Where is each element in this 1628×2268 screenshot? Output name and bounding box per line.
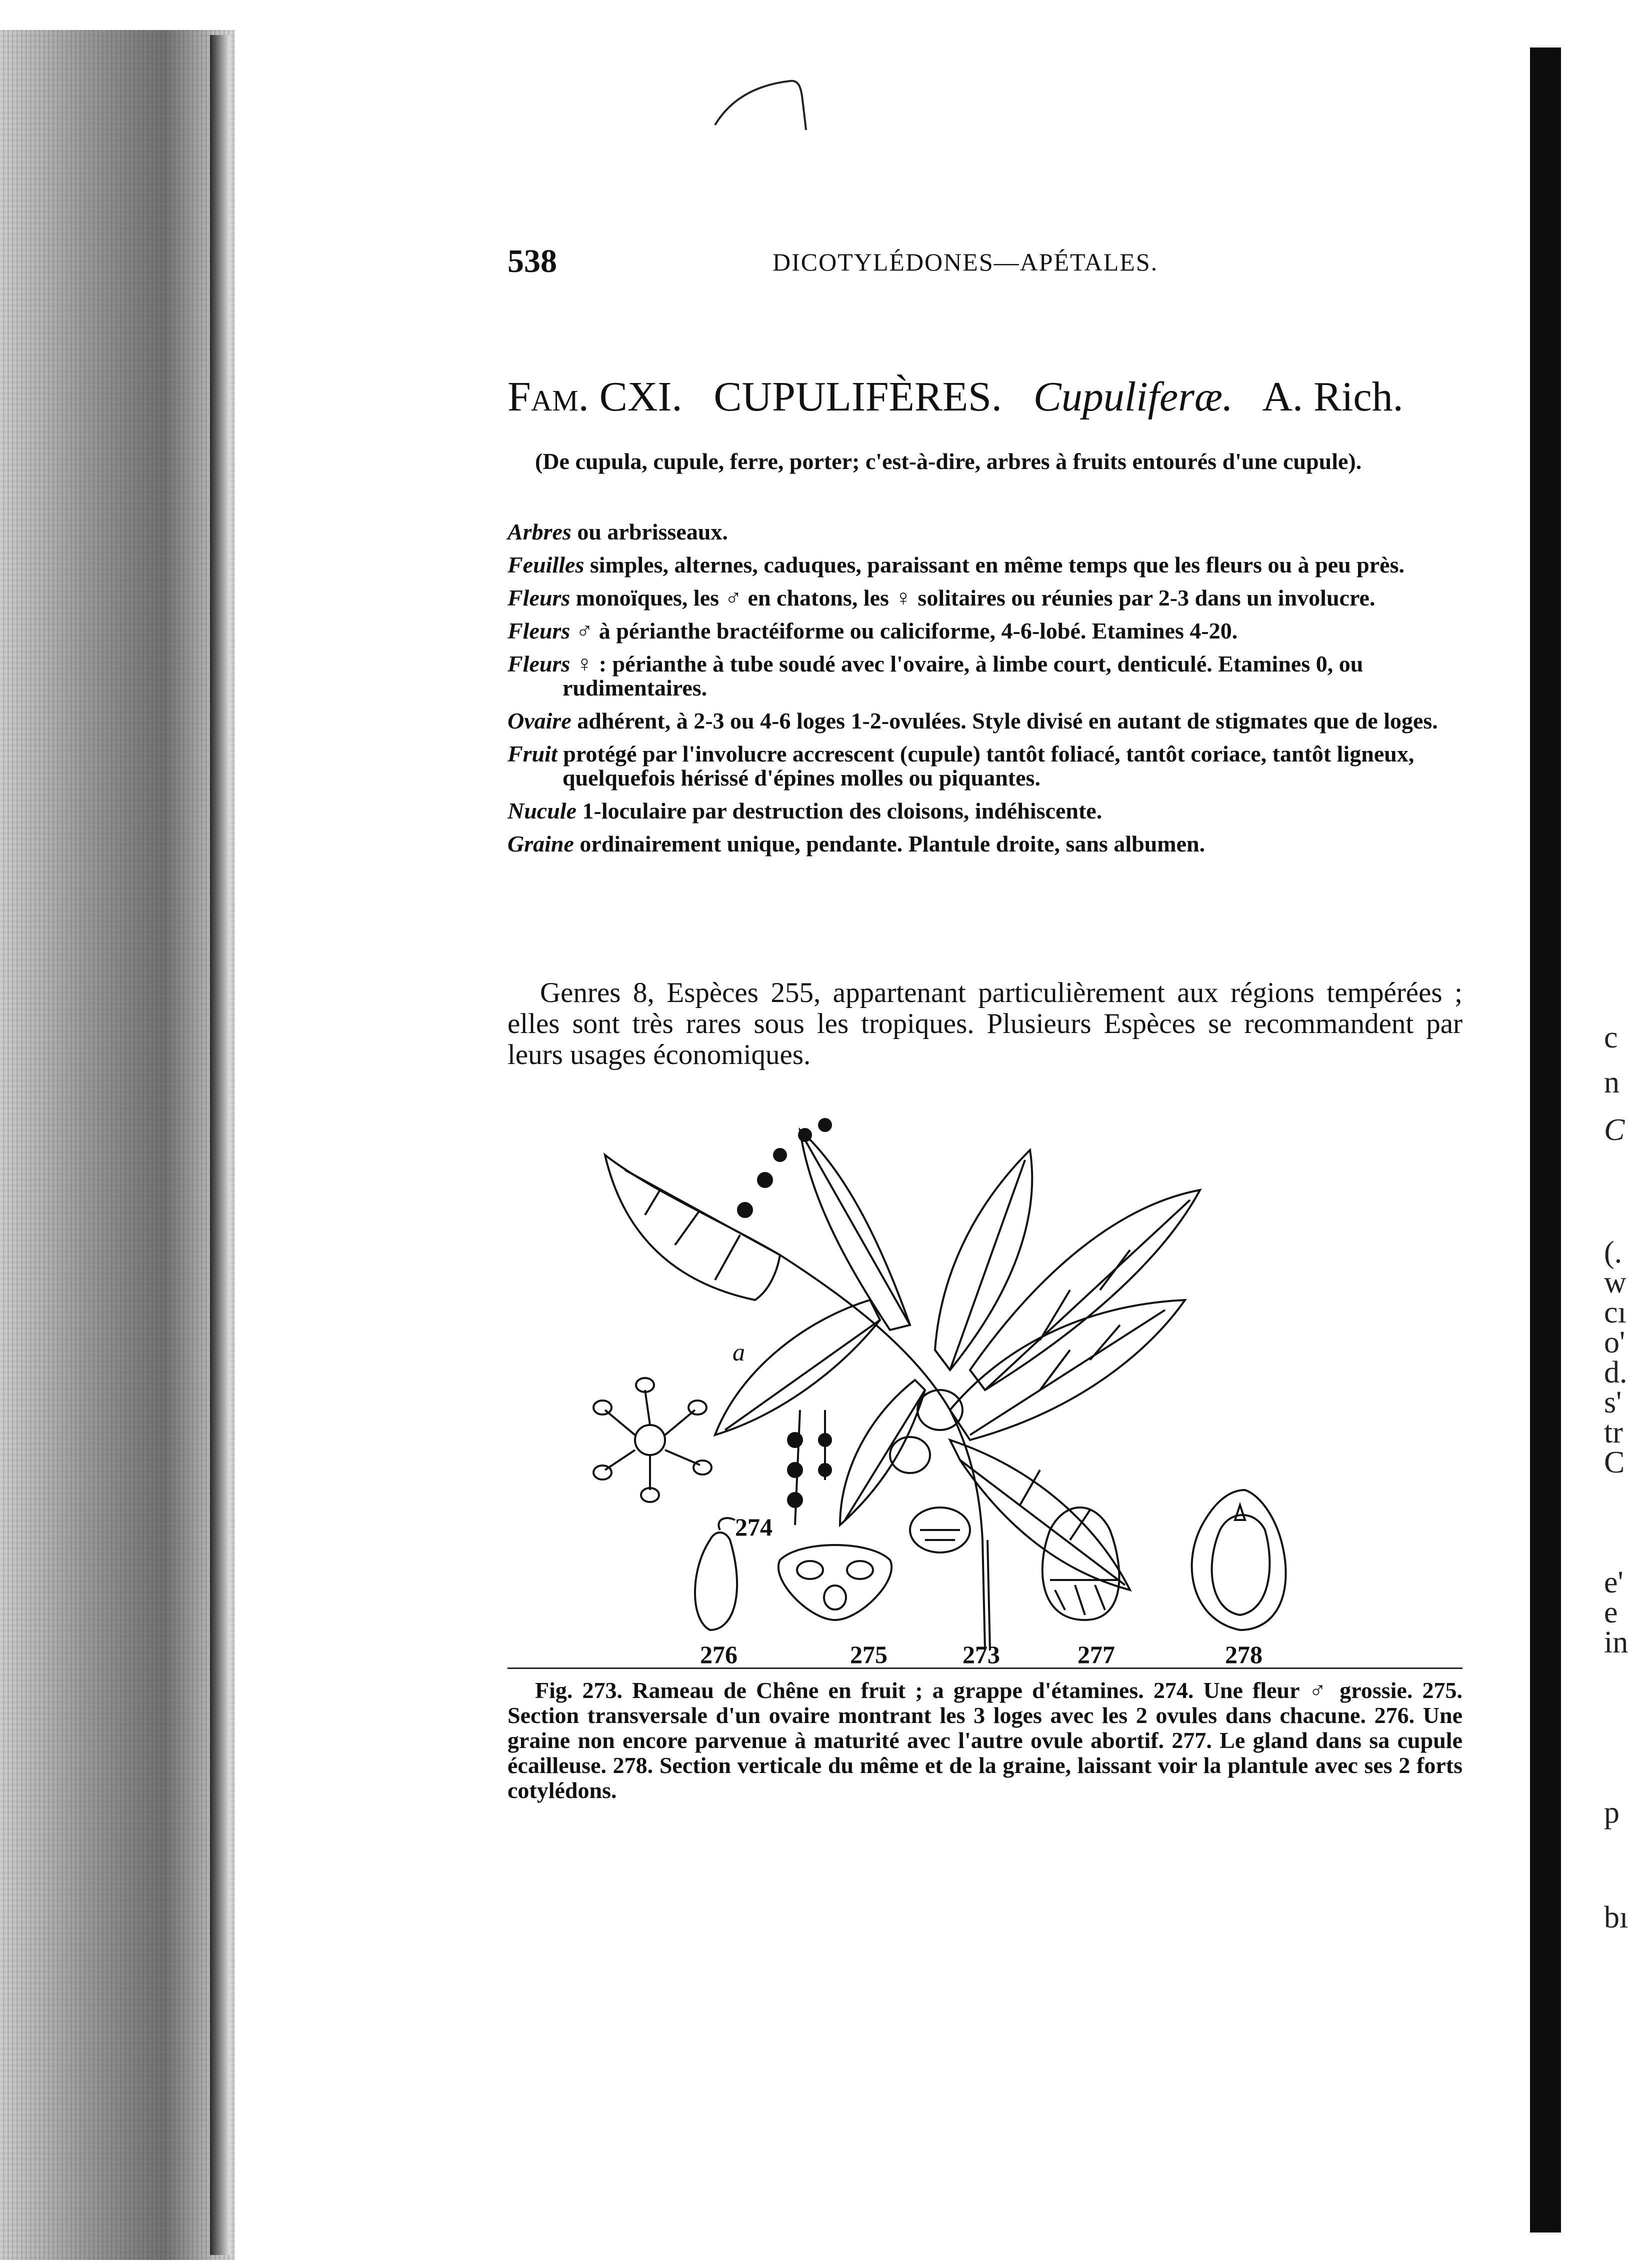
figure-caption: Fig. 273. Rameau de Chêne en fruit ; a grappe d'étamines. 274. Une fleur ♂ grossie. 275. Section transversale d'un ovaire montrant les 3 loges avec les 2 ovules dans chacune. 276. Une graine non encore parvenue à maturité avec l'autre ovule abortif. 277. Le gland dans sa cupule écailleuse. 278. Section verticale du même et de la graine, laissant voir la plantule avec ses 2 forts cotylédons. [508,1668,1462,1803]
character-item [508,586,1462,610]
character-text: ou arbrisseaux. [577,519,728,544]
fragment: C [1604,1113,1625,1147]
character-text: : périanthe à tube soudé avec l'ovaire, à limbe court, denticulé. Etamines 0, ou rudimentaires. [562,651,1364,700]
fragment: bı [1604,1900,1628,1934]
character-item [508,832,1462,856]
figure-label-278: 278 [1225,1640,1262,1668]
fragment: e' [1604,1566,1624,1600]
character-text: à périanthe bractéiforme ou caliciforme, 4-6-lobé. Etamines 4-20. [598,618,1238,644]
figure-label-a: a [732,1338,745,1366]
family-title [508,372,1478,421]
character-item [508,652,1462,700]
character-term: Nucule [508,798,576,824]
character-item [508,709,1462,733]
page-header [508,242,1478,282]
etymology: (De cupula, cupule, ferre, porter; c'est-à-dire, arbres à fruits entourés d'une cupule). [535,448,1362,474]
pencil-scribble [710,70,830,135]
figure-label-276: 276 [700,1640,738,1668]
character-text: monoïques, les ♂ en chatons, les ♀ solitaires ou réunies par 2-3 dans un involucre. [576,585,1376,610]
family-author: A. Rich. [1262,374,1404,420]
characters-list [508,520,1462,865]
binding-gutter [1530,48,1561,2232]
character-term: Graine [508,831,574,856]
oak-branch-illustration [590,1090,1490,1660]
character-text: simples, alternes, caduques, paraissant en même temps que les fleurs ou à peu près. [590,552,1405,578]
fragment: C [1604,1446,1625,1480]
character-item [508,520,1462,544]
figure-label-275: 275 [850,1640,888,1668]
character-text: adhérent, à 2-3 ou 4-6 loges 1-2-ovulées. Style divisé en autant de stigmates que de loges. [577,708,1438,734]
character-text: 1-loculaire par destruction des cloisons, indéhiscente. [582,798,1102,824]
figure-label-273: 273 [962,1640,1000,1668]
fragment: s' [1604,1386,1622,1420]
character-item [508,619,1462,643]
oak-branch-figure [590,1090,1490,1705]
character-term: Arbres [508,519,572,544]
character-term: Fleurs [508,585,570,610]
scan-page-edge [210,35,230,2255]
character-item [508,553,1462,577]
fragment: cı [1604,1296,1626,1330]
genres-paragraph: Genres 8, Espèces 255, appartenant particulièrement aux régions tempérées ; elles sont très rares sous les tropiques. Plusieurs Espèces se recommandent par leurs usages économiques. [508,977,1462,1070]
fragment: (. [1604,1236,1622,1270]
character-text: ordinairement unique, pendante. Plantule droite, sans albumen. [580,831,1206,856]
fragment: d. [1604,1356,1628,1390]
fragment: w [1604,1266,1626,1300]
running-title: DICOTYLÉDONES—APÉTALES. [772,248,1158,276]
fragment: tr [1604,1416,1623,1450]
character-term: Fleurs ♂ [508,618,594,644]
family-number: Fam. CXI. [508,374,682,420]
fragment: p [1604,1796,1620,1830]
character-term: Ovaire [508,708,572,734]
character-item [508,799,1462,823]
fragment: e [1604,1596,1618,1630]
character-item [508,742,1462,790]
scan-shadow-left [0,30,235,2260]
character-term: Fruit [508,741,558,766]
figure-label-274: 274 [735,1513,772,1541]
family-name: CUPULIFÈRES. [714,374,1002,420]
facing-page-fragment [1564,0,1628,2268]
fragment: n [1604,1066,1620,1100]
family-latin-name: Cupuliferæ. [1033,374,1233,420]
fragment: o' [1604,1326,1626,1360]
fragment: in [1604,1626,1628,1660]
figure-label-277: 277 [1078,1640,1115,1668]
character-text: protégé par l'involucre accrescent (cupule) tantôt foliacé, tantôt coriace, tantôt ligneux, quelquefois hérissé d'épines molles ou piquantes. [562,741,1414,790]
page-number: 538 [508,243,557,280]
character-term: Feuilles [508,552,584,578]
fragment: c [1604,1020,1618,1054]
character-term: Fleurs ♀ [508,651,594,676]
